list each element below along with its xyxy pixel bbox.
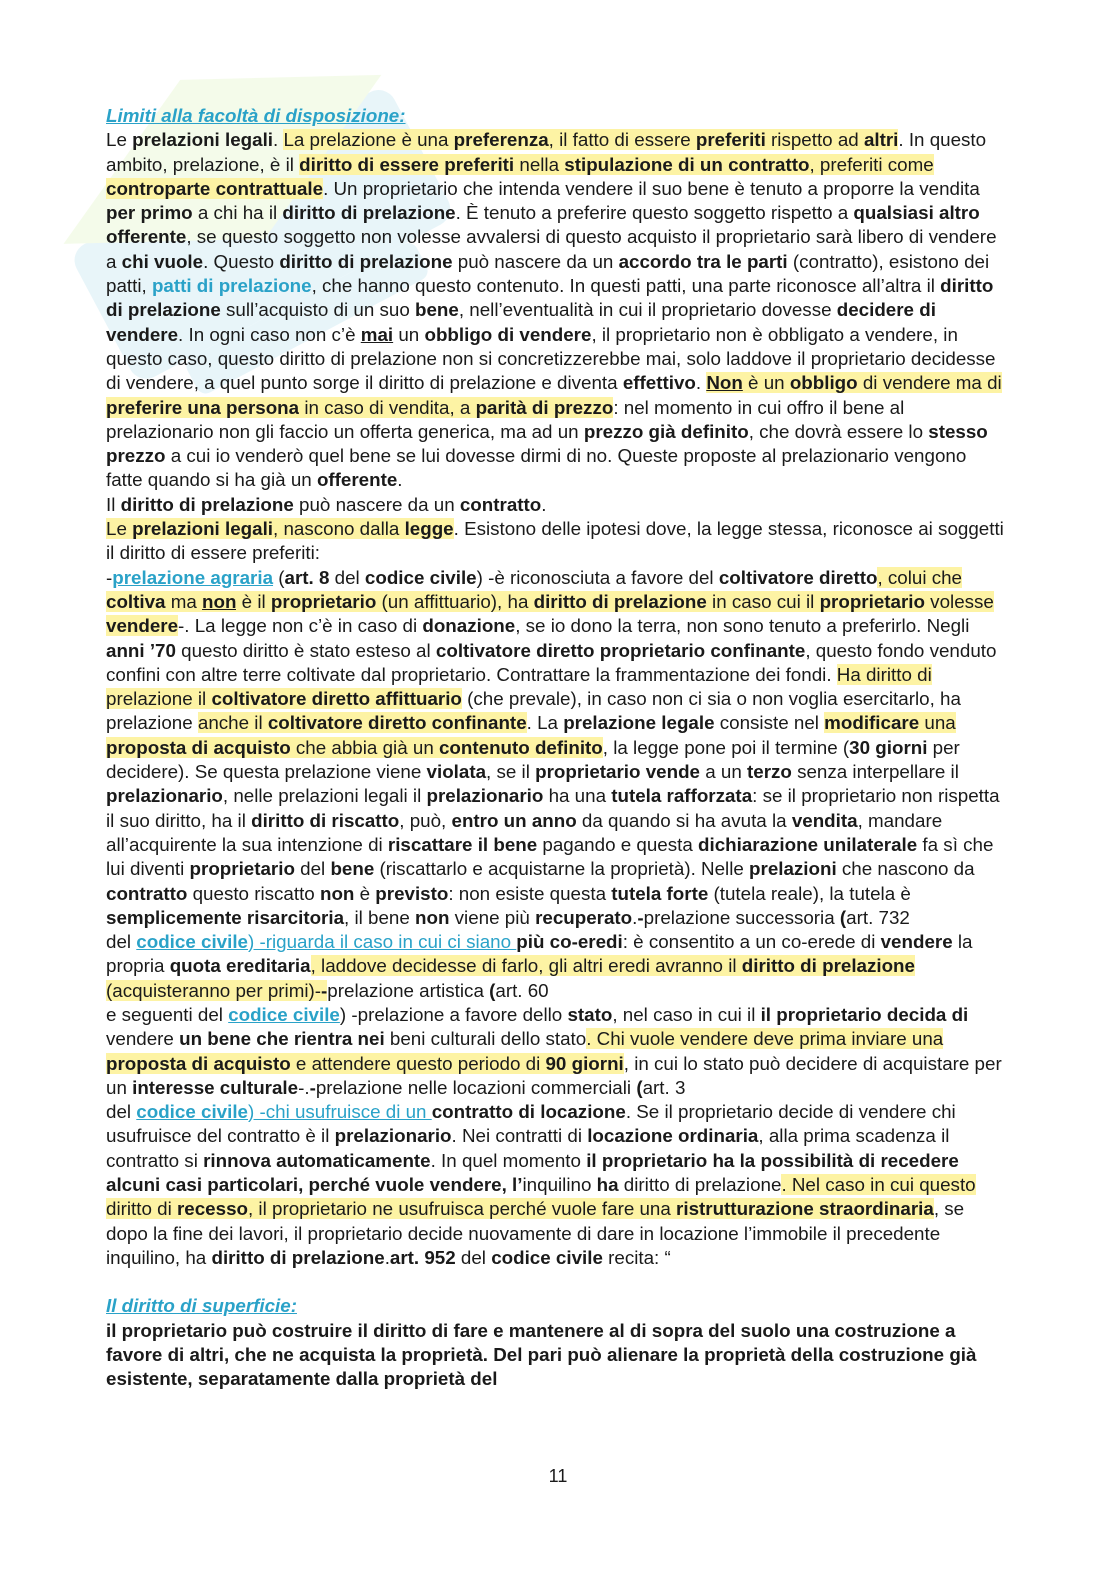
section-heading-superficie [106, 1294, 1006, 1318]
paragraph-contratto: Il diritto di prelazione può nascere da un contratto. [106, 493, 547, 515]
page-number: 11 [548, 1466, 568, 1486]
heading-text: Limiti alla facoltà di disposizione: [106, 105, 406, 126]
link-prelazione-locazioni[interactable]: codice civile [136, 1101, 248, 1123]
paragraph-prelazione-successoria: del codice civile) -riguarda il caso in cui ci siano più co-eredi: è consentito a un co-erede di vendere la propria quota ereditaria, laddove decidesse di farlo, gli altri eredi avranno il diritto di prelazione (acquisteranno per primi)--prelazione artistica (art. 60 [106, 931, 973, 1001]
heading-text: Il diritto di superficie: [106, 1295, 297, 1317]
document-body [106, 104, 1006, 1391]
paragraph-prelazioni: Le prelazioni legali. La prelazione è una preferenza, il fatto di essere preferiti rispetto ad altri. In questo ambito, prelazione, è il diritto di essere preferiti nella stipulazione di un contratto, preferiti come controparte contrattuale. Un proprietario che intenda vendere il suo bene è tenuto a proporre la vendita per primo a chi ha il diritto di prelazione. È tenuto a preferire questo soggetto rispetto a qualsiasi altro offerente, se questo soggetto non volesse avvalersi di questo acquisto il proprietario sarà libero di vendere a chi vuole. Questo diritto di prelazione può nascere da un accordo tra le parti (contratto), esistono dei patti, patti di prelazione, che hanno questo contenuto. In questi patti, una parte riconosce all’altra il diritto di prelazione sull’acquisto di un suo bene, nell’eventualità in cui il proprietario dovesse decidere di vendere. In ogni caso non c’è mai un obbligo di vendere, il proprietario non è obbligato a vendere, in questo caso, questo diritto di prelazione non si concretizzerebbe mai, solo laddove il proprietario decidesse di vendere, a quel punto sorge il diritto di prelazione e diventa effettivo. Non è un obbligo di vendere ma di preferire una persona in caso di vendita, a parità di prezzo: nel momento in cui offro il bene al prelazionario non gli faccio un offerta generica, ma ad un prezzo già definito, che dovrà essere lo stesso prezzo a cui io venderò quel bene se lui dovesse dirmi di no. Queste proposte al prelazionario vengono fatte quando si ha già un offerente. [106, 129, 1002, 491]
link-prelazione-successoria[interactable]: codice civile [136, 931, 248, 953]
paragraph-superficie: il proprietario può costruire il diritto di fare e mantenere al di sopra del suolo una costruzione a favore di altri, che ne acquista la proprietà. Del pari può alienare la proprietà della costruzione già esistente, separatamente dalla proprietà del [106, 1319, 977, 1390]
spacer [106, 1270, 1006, 1294]
link-prelazione-agraria[interactable]: prelazione agraria [112, 566, 274, 588]
paragraph-legali: Le prelazioni legali, nascono dalla legge. Esistono delle ipotesi dove, la legge stessa, riconosce ai soggetti il diritto di essere preferiti: [106, 518, 1004, 564]
paragraph-prelazione-artistica: e seguenti del codice civile) -prelazione a favore dello stato, nel caso in cui il il proprietario decida di vendere un bene che rientra nei beni culturali dello stato. Chi vuole vendere deve prima inviare una proposta di acquisto e attendere questo periodo di 90 giorni, in cui lo stato può decidere di acquistare per un interesse culturale-.-prelazione nelle locazioni commerciali (art. 3 [106, 1003, 1002, 1098]
paragraph-prelazione-locazioni: del codice civile) -chi usufruisce di un contratto di locazione. Se il proprietario decide di vendere chi usufruisce del contratto è il prelazionario. Nei contratti di locazione ordinaria, alla prima scadenza il contratto si rinnova automaticamente. In quel momento il proprietario ha la possibilità di recedere alcuni casi particolari, perché vuole vendere, l’inquilino ha diritto di prelazione. Nel caso in cui questo diritto di recesso, il proprietario ne usufruisca perché vuole fare una ristrutturazione straordinaria, se dopo la fine dei lavori, il proprietario decide nuovamente di dare in locazione l’immobile il precedente inquilino, ha diritto di prelazione.art. 952 del codice civile recita: “ [106, 1101, 976, 1268]
paragraph-prelazione-agraria: -prelazione agraria (art. 8 del codice civile) -è riconosciuta a favore del coltivatore diretto, colui che coltiva ma non è il proprietario (un affittuario), ha diritto di prelazione in caso cui il proprietario volesse vendere-. La legge non c’è in caso di donazione, se io dono la terra, non sono tenuto a preferirlo. Negli anni ’70 questo diritto è stato esteso al coltivatore diretto proprietario confinante, questo fondo venduto confini con altre terre coltivate dal proprietario. Contrattare la frammentazione dei fondi. Ha diritto di prelazione il coltivatore diretto affittuario (che prevale), in caso non ci sia o non voglia esercitarlo, ha prelazione anche il coltivatore diretto confinante. La prelazione legale consiste nel modificare una proposta di acquisto che abbia già un contenuto definito, la legge pone poi il termine (30 giorni per decidere). Se questa prelazione viene violata, se il proprietario vende a un terzo senza interpellare il prelazionario, nelle prelazioni legali il prelazionario ha una tutela rafforzata: se il proprietario non rispetta il suo diritto, ha il diritto di riscatto, può, entro un anno da quando si ha avuta la vendita, mandare all’acquirente la sua intenzione di riscattare il bene pagando e questa dichiarazione unilaterale fa sì che lui diventi proprietario del bene (riscattarlo e acquistarne la proprietà). Nelle prelazioni che nascono da contratto questo riscatto non è previsto: non esiste questa tutela forte (tutela reale), la tutela è semplicemente risarcitoria, il bene non viene più recuperato.-prelazione successoria (art. 732 [106, 566, 1000, 928]
link-prelazione-artistica[interactable]: codice civile [228, 1003, 340, 1025]
section-heading-limiti [106, 104, 1006, 128]
